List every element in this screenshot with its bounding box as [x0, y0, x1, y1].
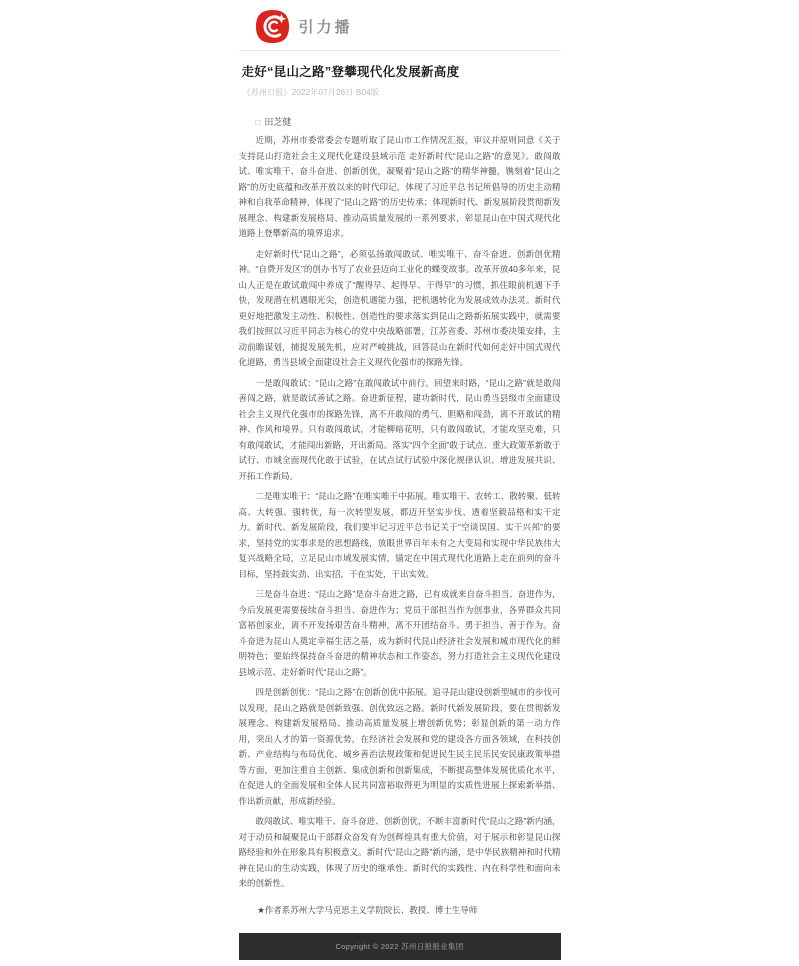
article-page	[239, 0, 561, 960]
author-bullet-icon: □	[255, 118, 261, 127]
article-paragraph: 二是唯实唯干：“昆山之路”在唯实唯干中拓展。唯实唯干、农转工、散转聚、低转高、大转强、强转优，每一次转型发展，都迈开坚实步伐、透着坚毅品格和实干定力。新时代、新发展阶段，我们要牢记习近平总书记关于“空谈误国、实干兴邦”的要求，坚持党的实事求是的思想路线，放眼世界百年未有之大变局和实现中华民族伟大复兴战略全局，立足昆山市域发展实情，锚定在中国式现代化道路上走在前列的奋斗目标，坚持鼓实劲、出实招，干在实处，干出实效。	[238, 491, 561, 579]
article-title: 走好“昆山之路”登攀现代化发展新高度	[241, 65, 460, 79]
author-name: 田芝健	[264, 117, 292, 127]
copyright-text: Copyright © 2022 苏州日报报业集团	[335, 942, 464, 951]
article-paragraph: 三是奋斗奋进：“昆山之路”是奋斗奋进之路，已有成就来自奋斗担当、奋进作为，今后发展更需要接续奋斗担当、奋进作为；党员干部担当作为创事业，各界群众共同富裕创家业，离不开发扬艰苦奋斗精神，离不开团结奋斗、勇于担当、善于作为。奋斗奋进为昆山人奠定幸福生活之基，成为新时代昆山经济社会发展和城市现代化的鲜明特色；要始终保持奋斗奋进的精神状态和工作姿态，努力打造社会主义现代化建设县域示范、走好新时代“昆山之路”。	[238, 589, 561, 677]
yinlibo-logo-icon	[255, 9, 290, 44]
article-paragraph: 近期，苏州市委常委会专题听取了昆山市工作情况汇报，审议并原则同意《关于支持昆山打造社会主义现代化建设县域示范 走好新时代“昆山之路”的意见》。敢闯敢试、唯实唯干、奋斗奋进、创新创优，凝聚着“昆山之路”的精华神髓，镌刻着“昆山之路”的历史底蕴和改革开放以来的时代印记，体现了习近平总书记所倡导的历史主动精神和自我革命精神，体现了“昆山之路”的历史传承；体现新时代、新发展阶段贯彻新发展理念、构建新发展格局、推动高质量发展的一系列要求，彰显昆山在中国式现代化道路上登攀新高的境界追求。	[238, 135, 561, 238]
article-body	[239, 133, 561, 892]
article-meta: 《苏州日报》2022年07月26日 B04版	[242, 88, 379, 97]
logo-text[interactable]: 引力播	[298, 19, 353, 36]
article-footnote: ★作者系苏州大学马克思主义学院院长、教授、博士生导师	[257, 904, 478, 915]
yinlibo-logo[interactable]	[255, 9, 290, 44]
site-header	[239, 7, 561, 51]
article-author	[239, 115, 561, 128]
page-footer	[239, 933, 561, 960]
article-paragraph: 敢闯敢试、唯实唯干、奋斗奋进、创新创优，不断丰富新时代“昆山之路”新内涵，对于动员和凝聚昆山干部群众奋发有为创辉煌具有重大价值，对于展示和彰显昆山探路经验和外在形象具有积极意义。新时代“昆山之路”新内涵，是中华民族精神和时代精神在昆山的生动实践，体现了历史的继承性、新时代的实践性、内在科学性和面向未来的创新性。	[238, 816, 561, 888]
article-paragraph: 走好新时代“昆山之路”，必须弘扬敢闯敢试、唯实唯干、奋斗奋进、创新创优精神。“自费开发区”的创办书写了农业县迈向工业化的蝶变故事。改革开放40多年来，昆山人正是在敢试敢闯中养成了“醒得早、起得早、干得早”的习惯，抓住眼前机遇下手快，发现潜在机遇眼光尖，创造机遇能力强，把机遇转化为发展成效办法灵。新时代更好地把激发主动性、积极性、创造性的要求落实到昆山之路新拓展实践中，就需要我们按照以习近平同志为核心的党中央战略部署，江苏省委、苏州市委决策安排，主动前瞻谋划，捕捉发展先机，应对严峻挑战，回答昆山在新时代如何走好中国式现代化道路，勇当县域全面建设社会主义现代化强市的探路先锋。	[238, 248, 561, 367]
article-paragraph: 四是创新创优：“昆山之路”在创新创优中拓展。追寻昆山建设创新型城市的步伐可以发现，昆山之路就是创新致强、创优致远之路。新时代新发展阶段，要在贯彻新发展理念、构建新发展格局、推动高质量发展上增创新优势；彰显创新的第一动力作用，突出人才的第一资源优势，在经济社会发展和党的建设各方面各领域，在科技创新、产业结构与布局优化、城乡善治法规政策和促进民生民主民乐民安民康政策举措等方面，更加注重自主创新、集成创新和创新集成，不断提高整体发展优质化水平，在促进人的全面发展和全体人民共同富裕取得更为明显的实质性进展上探索新举措、作出新贡献，形成新经验。	[238, 687, 561, 806]
article-paragraph: 一是敢闯敢试：“昆山之路”在敢闯敢试中前行。回望来时路，“昆山之路”就是敢闯善闯之路，就是敢试善试之路。奋进新征程，建功新时代，昆山勇当县级市全面建设社会主义现代化强市的探路先锋，离不开敢闯的勇气、胆略和闯劲，离不开敢试的精神、作风和境界。只有敢闯敢试，才能柳暗花明，只有敢闯敢试，才能攻坚克难，只有敢闯敢试，才能闯出新路，开出新局。落实“四个全面”敢于试点、重大政策革新敢于试行、市域全面现代化敢于试验，在试点试行试验中深化规律认识、增进发展共识、开拓工作新局。	[238, 377, 561, 481]
